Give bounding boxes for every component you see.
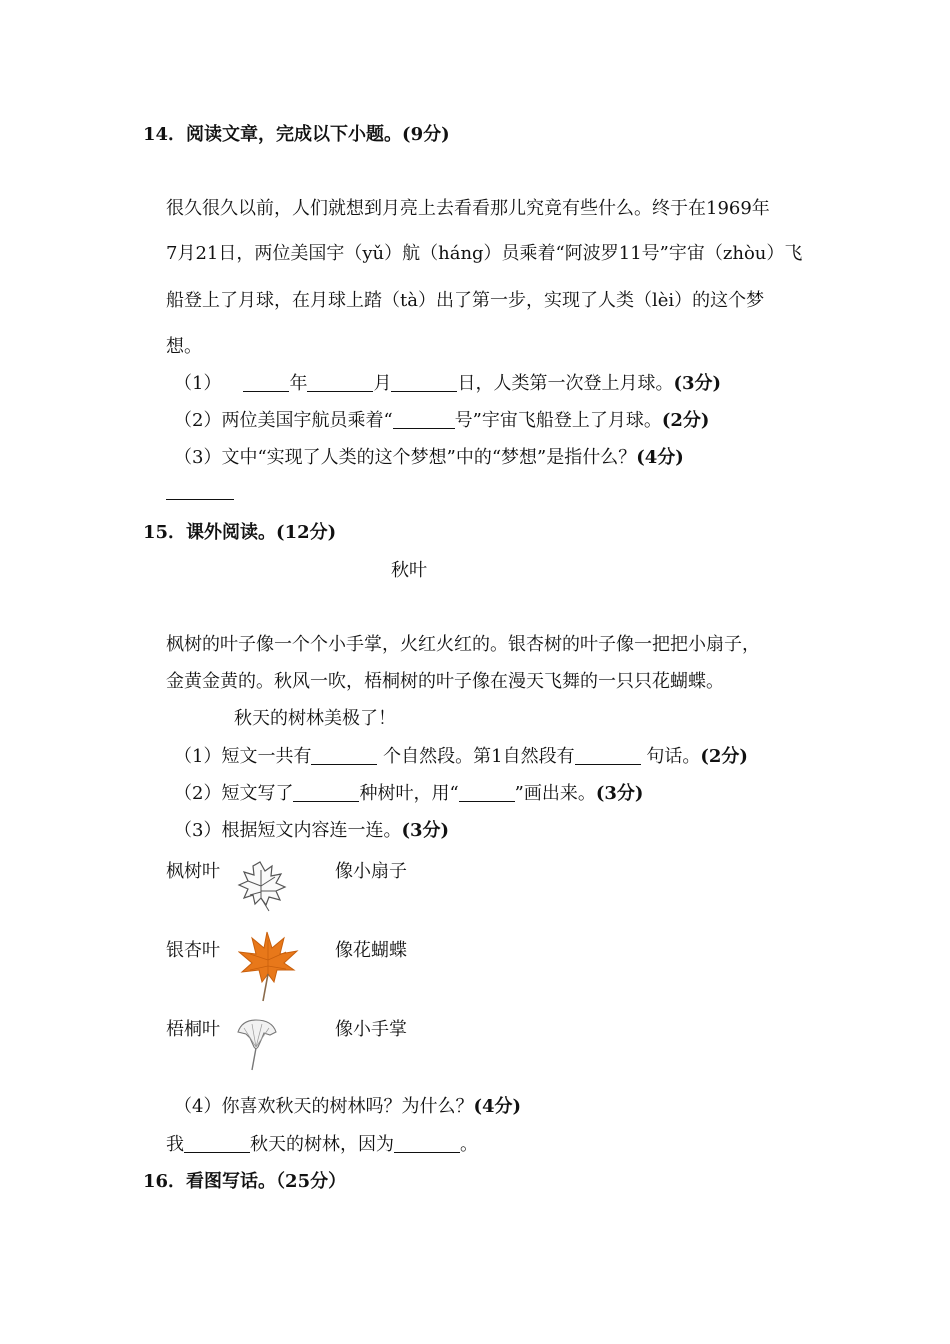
- q15-blank-sentences[interactable]: [575, 746, 641, 765]
- q14-sub1-day-label: 日，人类第一次登上月球。: [457, 373, 674, 394]
- q14-sub3: [174, 447, 684, 469]
- q14-sub1-year-label: 年: [289, 373, 308, 394]
- match-left-parasol[interactable]: 梧桐叶: [166, 1019, 220, 1040]
- q15-sub1-text-b: 个自然段。第1自然段有: [377, 746, 575, 767]
- q14-sub1-score: (3分): [673, 373, 722, 394]
- q15-answer-line: [166, 1134, 478, 1156]
- q15-sub2-score: (3分): [595, 783, 644, 804]
- match-right-fan[interactable]: 像小扇子: [335, 861, 407, 882]
- q14-blank-day[interactable]: [391, 373, 457, 392]
- q15-passage-line-1: 枫树的叶子像一个个小手掌，火红火红的。银杏树的叶子像一把把小扇子，: [166, 634, 760, 655]
- match-right-butterfly[interactable]: 像花蝴蝶: [335, 940, 407, 961]
- q14-title: 14．阅读文章，完成以下小题。(9分): [143, 124, 450, 145]
- q15-answer-b: 秋天的树林，因为: [250, 1134, 394, 1155]
- q15-answer-c: 。: [460, 1134, 478, 1155]
- q14-sub2-text-a: （2）两位美国宇航员乘着“: [174, 410, 393, 431]
- q15-sub2-text-b: 种树叶，用“: [359, 783, 459, 804]
- q15-sub3: [174, 820, 449, 842]
- q15-sub1-text-c: 句话。: [640, 746, 701, 767]
- q14-sub3-score: (4分): [636, 447, 684, 468]
- q15-passage-line-2: 金黄金黄的。秋风一吹，梧桐树的叶子像在漫天飞舞的一只只花蝴蝶。: [166, 671, 724, 692]
- q16-title: 16．看图写话。（25分）: [143, 1171, 347, 1192]
- match-right-palm[interactable]: 像小手掌: [335, 1019, 407, 1040]
- match-left-maple[interactable]: 枫树叶: [166, 861, 220, 882]
- q14-passage-line-3: 船登上了月球，在月球上踏（tà）出了第一步，实现了人类（lèi）的这个梦: [166, 290, 765, 311]
- q14-sub1-number: （1）: [174, 373, 222, 394]
- ginkgo-leaf-image: [234, 1016, 280, 1072]
- q15-blank-mark[interactable]: [459, 783, 515, 802]
- q14-blank-month[interactable]: [307, 373, 373, 392]
- q14-sub2-text-b: 号”宇宙飞船登上了月球。: [454, 410, 662, 431]
- q14-passage-line-4: 想。: [166, 336, 202, 357]
- q14-sub2: [174, 410, 709, 432]
- q15-sub4: [174, 1096, 521, 1118]
- orange-maple-leaf-image: [238, 930, 300, 1004]
- q14-blank-year[interactable]: [243, 373, 289, 392]
- q15-blank-leaf-kinds[interactable]: [293, 783, 359, 802]
- q15-blank-paragraphs[interactable]: [311, 746, 377, 765]
- q15-heading: 秋叶: [391, 560, 427, 581]
- q15-sub1: [174, 746, 748, 768]
- q14-passage-line-1: 很久很久以前，人们就想到月亮上去看看那儿究竟有些什么。终于在1969年: [166, 198, 770, 219]
- q15-blank-like[interactable]: [184, 1134, 250, 1153]
- q14-blank-spacecraft[interactable]: [393, 410, 455, 429]
- q14-sub2-score: (2分): [661, 410, 710, 431]
- q15-sub3-text: （3）根据短文内容连一连。: [174, 820, 402, 841]
- q15-blank-reason[interactable]: [394, 1134, 460, 1153]
- q15-sub4-text: （4）你喜欢秋天的树林吗？为什么？: [174, 1096, 474, 1117]
- match-left-ginkgo[interactable]: 银杏叶: [166, 940, 220, 961]
- line-art-leaf-image: [236, 858, 288, 914]
- q15-sub2-text-c: ”画出来。: [514, 783, 596, 804]
- q15-sub4-score: (4分): [473, 1096, 522, 1117]
- q14-sub3-text: （3）文中“实现了人类的这个梦想”中的“梦想”是指什么？: [174, 447, 637, 468]
- q15-passage-line-3: 秋天的树林美极了！: [234, 708, 396, 729]
- q14-answer-line[interactable]: [166, 481, 234, 501]
- q14-sub1: [174, 373, 721, 395]
- q14-sub1-month-label: 月: [373, 373, 392, 394]
- q15-answer-a: 我: [166, 1134, 184, 1155]
- q15-sub3-score: (3分): [401, 820, 450, 841]
- q15-sub1-score: (2分): [700, 746, 748, 767]
- q15-title: 15．课外阅读。(12分): [143, 522, 337, 543]
- q15-sub2: [174, 783, 643, 805]
- q15-sub1-text-a: （1）短文一共有: [174, 746, 312, 767]
- q14-passage-line-2: 7月21日，两位美国宇（yǔ）航（háng）员乘着“阿波罗11号”宇宙（zhòu）飞: [166, 243, 803, 264]
- q15-sub2-text-a: （2）短文写了: [174, 783, 294, 804]
